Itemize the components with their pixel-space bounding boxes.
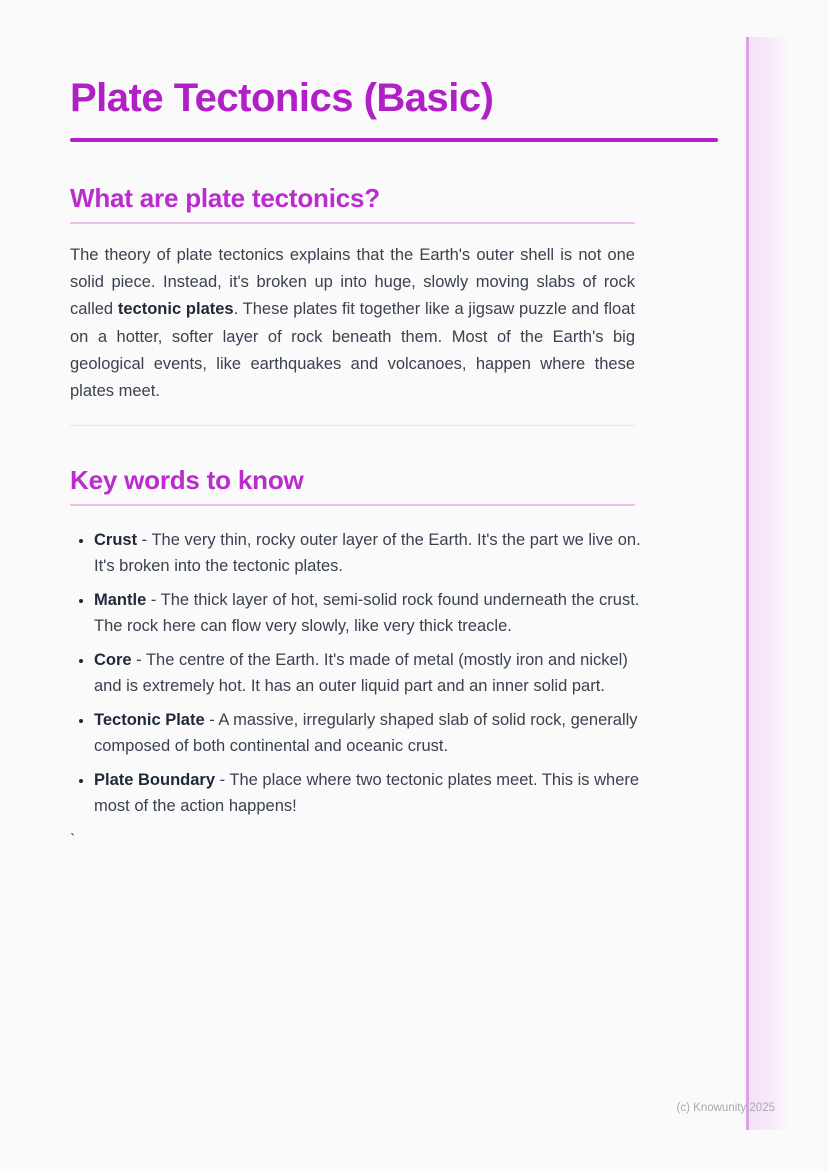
list-item-crust [94, 528, 642, 579]
keyword-definition: The very thin, rocky outer layer of the Earth. It's the part we live on. It's broken into the tectonic plates. [94, 531, 641, 575]
keyword-definition: The centre of the Earth. It's made of metal (mostly iron and nickel) and is extremely hot. It has an outer liquid part and an inner solid part. [94, 651, 628, 695]
section-heading-underline [70, 504, 635, 506]
section-heading: What are plate tectonics? [70, 183, 380, 213]
intro-paragraph [70, 242, 635, 405]
keyword-definition: The place where two tectonic plates meet. This is where most of the action happens! [94, 771, 640, 815]
section-heading-underline [70, 222, 635, 224]
title-underline-rule [70, 138, 718, 142]
section-heading: Key words to know [70, 465, 304, 496]
section-key-words-to-know [70, 464, 718, 819]
keyword-term: Crust [94, 531, 138, 550]
section-divider [70, 425, 635, 426]
keyword-separator: - [204, 711, 219, 730]
keyword-separator: - [215, 771, 230, 790]
page-title: Plate Tectonics (Basic) [70, 76, 494, 120]
paragraph-text-before: The theory of plate tectonics explains that the Earth's outer shell is not one solid piece. Instead, it's broken up into huge, slowly moving slabs of rock called [70, 246, 635, 319]
stray-backtick-character: ` [70, 832, 76, 850]
right-margin-stripe [746, 37, 788, 1130]
keyword-term: Plate Boundary [94, 771, 216, 790]
keyword-separator: - [146, 591, 161, 610]
paragraph-text-after: . These plates fit together like a jigsaw puzzle and float on a hotter, softer layer of rock beneath them. Most of the Earth's big geological events, like earthquakes and volcanoes, happen where these plates meet. [70, 300, 635, 401]
content-area [70, 74, 718, 853]
keyword-term: Tectonic Plate [94, 711, 205, 730]
keyword-list [70, 528, 642, 819]
footer-copyright: (c) Knowunity 2025 [676, 1102, 775, 1114]
list-item-mantle [94, 588, 642, 639]
bold-term-tectonic-plates: tectonic plates [117, 300, 234, 319]
list-item-plate-boundary [94, 768, 642, 819]
keyword-separator: - [131, 651, 146, 670]
keyword-term: Mantle [94, 591, 147, 610]
keyword-term: Core [94, 651, 132, 670]
list-item-core [94, 648, 642, 699]
section-what-are-plate-tectonics [70, 182, 718, 405]
list-item-tectonic-plate [94, 708, 642, 759]
keyword-definition: A massive, irregularly shaped slab of solid rock, generally composed of both continental and oceanic crust. [94, 711, 638, 755]
keyword-definition: The thick layer of hot, semi-solid rock found underneath the crust. The rock here can flow very slowly, like very thick treacle. [94, 591, 640, 635]
keyword-separator: - [137, 531, 152, 550]
